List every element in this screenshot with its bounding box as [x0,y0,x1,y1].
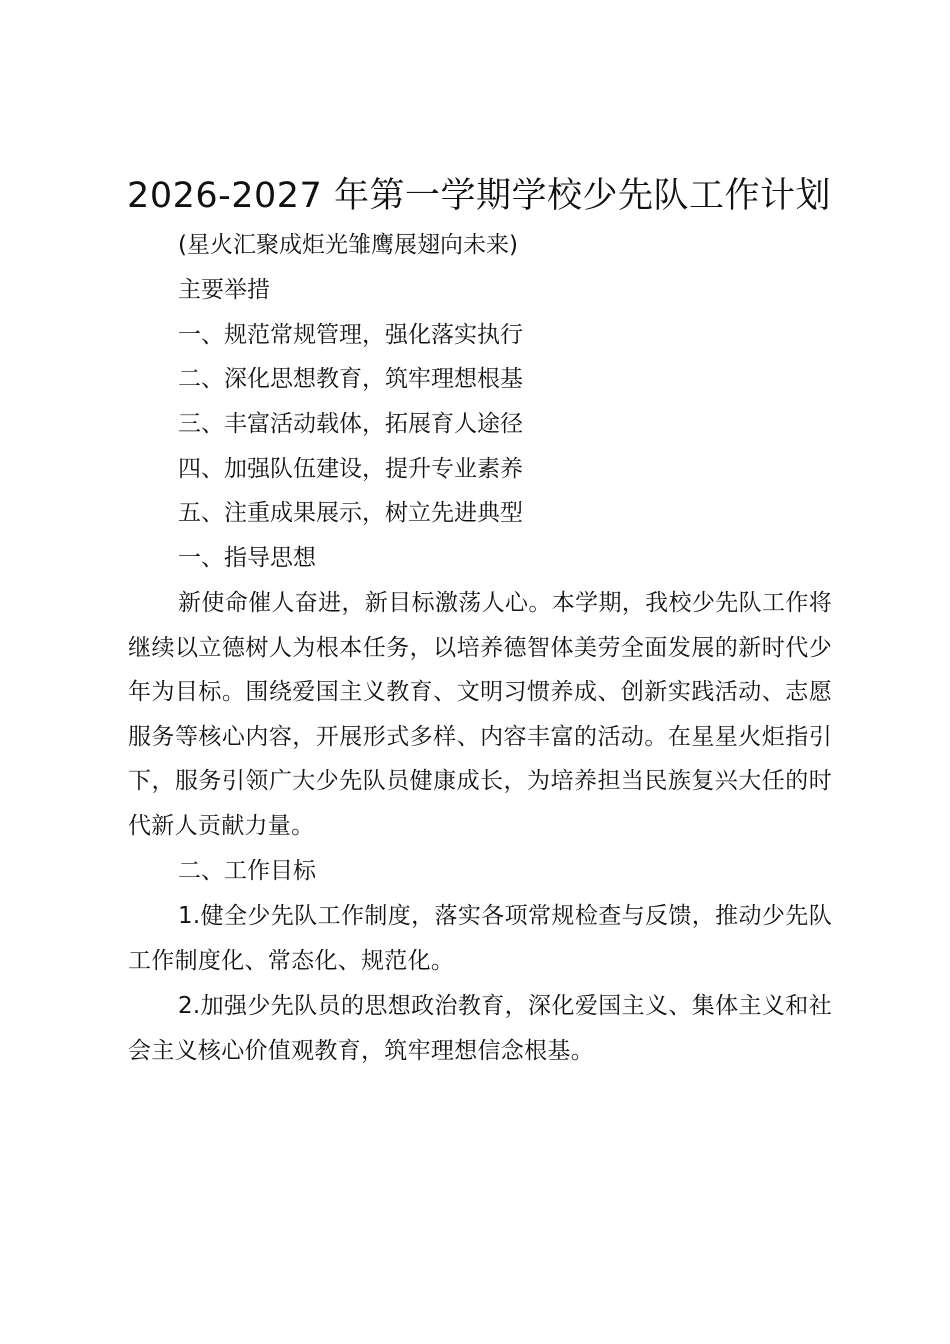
section-heading-work-goals: 二、工作目标 [178,858,316,884]
measure-item: 一、规范常规管理，强化落实执行 [178,322,523,348]
section-heading-guiding-ideology: 一、指导思想 [178,545,316,571]
measure-item: 二、深化思想教育，筑牢理想根基 [178,366,523,392]
measures-heading: 主要举措 [178,277,270,303]
section-body-guiding-ideology: 新使命催人奋进，新目标激荡人心。本学期，我校少先队工作将继续以立德树人为根本任务，以培养德智体美劳全面发展的新时代少年为目标。围绕爱国主义教育、文明习惯养成、创新实践活动、志愿服务等核心内容，开展形式多样、内容丰富的活动。在星星火炬指引下，服务引领广大少先队员健康成长，为培养担当民族复兴大任的时代新人贡献力量。 [128,590,832,839]
measure-item: 五、注重成果展示，树立先进典型 [178,500,523,526]
goal-item: 1.健全少先队工作制度，落实各项常规检查与反馈，推动少先队工作制度化、常态化、规范化。 [128,903,832,974]
goal-item: 2.加强少先队员的思想政治教育，深化爱国主义、集体主义和社会主义核心价值观教育，筑牢理想信念根基。 [128,993,832,1064]
measure-item: 三、丰富活动载体，拓展育人途径 [178,411,523,437]
measure-item: 四、加强队伍建设，提升专业素养 [178,456,523,482]
document-title: 2026-2027 年第一学期学校少先队工作计划 [127,176,831,216]
document-subtitle: (星火汇聚成炬光雏鹰展翅向未来) [178,232,518,258]
